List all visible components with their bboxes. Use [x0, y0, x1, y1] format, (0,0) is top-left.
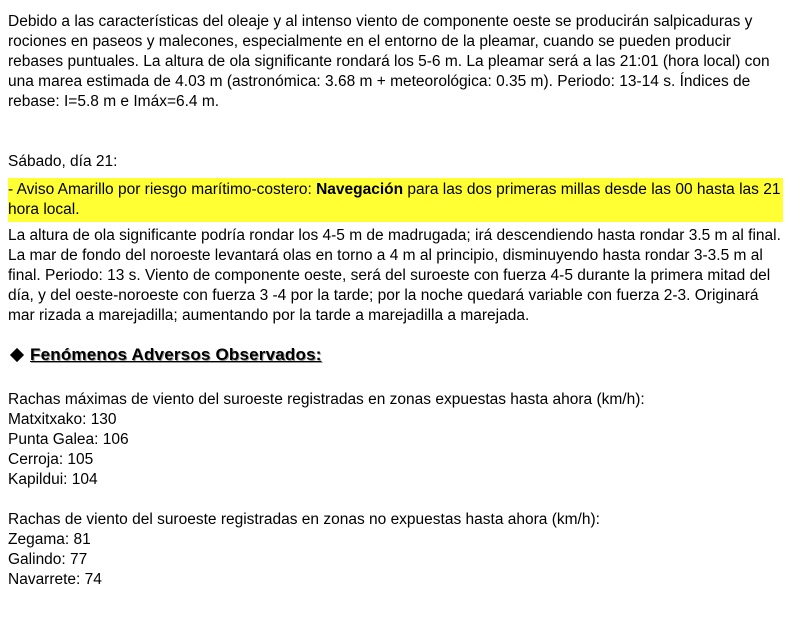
diamond-icon	[10, 348, 24, 362]
sheltered-gusts-heading: Rachas de viento del suroeste registradas en zonas no expuestas hasta ahora (km/h):	[8, 511, 600, 528]
warning-strong-term: Navegación	[316, 181, 404, 198]
yellow-warning-notice	[8, 178, 783, 222]
exposed-gusts-heading: Rachas máximas de viento del suroeste registradas en zonas expuestas hasta ahora (km/h):	[8, 391, 645, 408]
forecast-paragraph: La altura de ola significante podría rondar los 4-5 m de madrugada; irá descendiendo hasta rondar 3.5 m al final. La mar de fondo del noroeste levantará olas en torno a 4 m al principio, disminuyendo hasta rondar 3-3.5 m al final. Periodo: 13 s. Viento de componente oeste, será del suroeste con fuerza 4-5 durante la primera mitad del día, y del oeste-noroeste con fuerza 3 -4 por la tarde; por la noche quedará variable con fuerza 2-3. Originará mar rizada a marejadilla; aumentando por la tarde a marejadilla a marejada.	[8, 227, 781, 324]
section-title: Fenómenos Adversos Observados:	[30, 345, 322, 364]
bulletin-page	[8, 12, 798, 590]
sheltered-gusts-block	[8, 510, 798, 590]
station-reading: Zegama: 81	[8, 531, 91, 548]
warning-suffix: para las dos primeras millas desde las 00 hasta las 21 hora local.	[8, 181, 781, 218]
warning-prefix: - Aviso Amarillo por riesgo marítimo-costero:	[8, 181, 317, 198]
station-reading: Kapildui: 104	[8, 471, 98, 488]
station-reading: Navarrete: 74	[8, 571, 102, 588]
station-reading: Galindo: 77	[8, 551, 88, 568]
day-heading: Sábado, día 21:	[8, 153, 118, 170]
station-reading: Matxitxako: 130	[8, 411, 117, 428]
station-reading: Cerroja: 105	[8, 451, 94, 468]
intro-paragraph: Debido a las características del oleaje y al intenso viento de componente oeste se producirán salpicaduras y rociones en paseos y malecones, especialmente en el entorno de la pleamar, cuando se pueden producir rebases puntuales. La altura de ola significante rondará los 5-6 m. La pleamar será a las 21:01 (hora local) con una marea estimada de 4.03 m (astronómica: 3.68 m + meteorológica: 0.35 m). Periodo: 13-14 s. Índices de rebase: I=5.8 m e Imáx=6.4 m.	[8, 13, 770, 110]
section-heading	[8, 344, 798, 366]
exposed-gusts-block	[8, 390, 798, 490]
station-reading: Punta Galea: 106	[8, 431, 129, 448]
